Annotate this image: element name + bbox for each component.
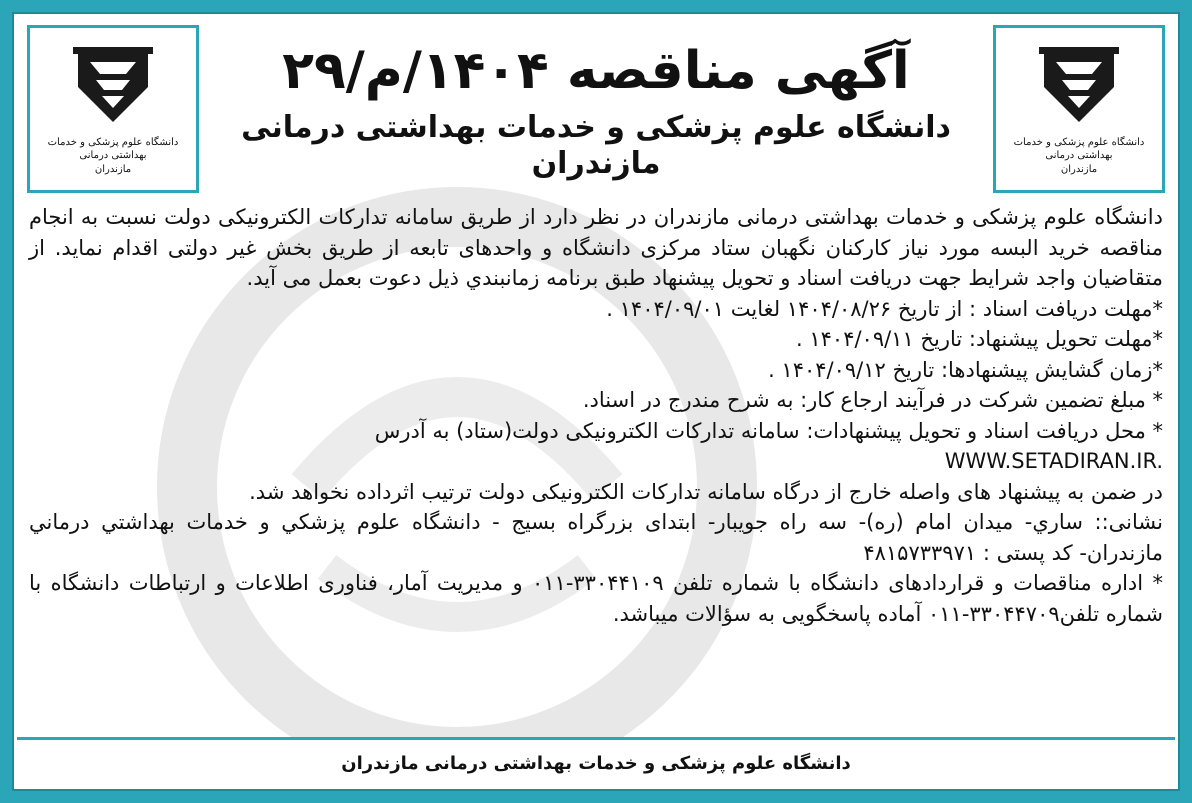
logo-caption-line1: دانشگاه علوم پزشکی و خدمات بهداشتی درمانی — [47, 136, 179, 162]
guarantee-item: * مبلغ تضمین شرکت در فرآیند ارجاع کار: به شرح مندرج در اسناد. — [582, 388, 1163, 412]
logo-caption — [996, 136, 1162, 177]
contact-paragraph: * اداره مناقصات و قراردادهای دانشگاه با شماره تلفن ۳۳۰۴۴۱۰۹-۰۱۱ و مدیریت آمار، فناوری اطلاعات و ارتباطات دانشگاه با شماره تلفن۳۳۰۴۴۷۰۹-۰۱۱ آماده پاسخگویی به سؤالات میباشد. — [29, 571, 1163, 626]
schedule-item-submission: *مهلت تحویل پیشنهاد: تاریخ ۱۴۰۴/۰۹/۱۱ . — [796, 327, 1163, 351]
note-paragraph: در ضمن به پیشنهاد های واصله خارج از درگاه سامانه تدارکات الکترونیکی دولت ترتیب اثرداده نخواهد شد. — [249, 479, 1163, 504]
address-paragraph: نشانی:: ساري- میدان امام (ره)- سه راه جویبار- ابتدای بزرگراه بسیج - دانشگاه علوم پزشكي و خدمات بهداشتي درماني مازندران- کد پستی : ۴۸۱۵۷۳۳۹۷۱ — [29, 510, 1163, 565]
footer-text: دانشگاه علوم پزشکی و خدمات بهداشتی درمانی مازندران — [341, 752, 851, 774]
announcement-header — [217, 43, 975, 182]
university-emblem-icon — [1034, 42, 1124, 132]
university-logo-right — [993, 25, 1165, 193]
footer-banner — [17, 737, 1175, 786]
page-title: آگهی مناقصه ۱۴۰۴/م/۲۹ — [282, 41, 910, 101]
logo-caption-line2: مازندران — [94, 163, 132, 175]
page-subtitle: دانشگاه علوم پزشکی و خدمات بهداشتی درمانی مازندران — [241, 110, 951, 182]
location-item: * محل دریافت اسناد و تحویل پیشنهادات: سامانه تدارکات الکترونیکی دولت(ستاد) به آدرس — [374, 418, 1163, 443]
university-logo-left — [27, 25, 199, 193]
schedule-item-opening: *زمان گشایش پیشنهادها: تاریخ ۱۴۰۴/۰۹/۱۲ . — [768, 357, 1163, 382]
logo-caption — [30, 136, 196, 177]
intro-paragraph: دانشگاه علوم پزشکی و خدمات بهداشتی درمانی مازندران در نظر دارد از طریق سامانه تدارکات الکترونیکی دولت نسبت به انجام مناقصه خرید البسه مورد نیاز کارکنان نگهبان ستاد مرکزی دانشگاه و واحدهای تابعه از طریق بخش غیر دولتی اقدام نماید. از متقاضیان واجد شرایط جهت دریافت اسناد و تحویل پیشنهاد طبق برنامه زمانبندي ذیل دعوت بعمل می آید. — [29, 205, 1163, 290]
website-link[interactable] — [29, 446, 1163, 477]
university-emblem-icon — [68, 42, 158, 132]
announcement-panel — [14, 14, 1178, 789]
logo-caption-line2: مازندران — [1060, 163, 1098, 175]
website-url[interactable]: WWW.SETADIRAN.IR. — [944, 449, 1163, 473]
logo-caption-line1: دانشگاه علوم پزشکی و خدمات بهداشتی درمانی — [1013, 136, 1145, 162]
schedule-item-documents: *مهلت دریافت اسناد : از تاریخ ۱۴۰۴/۰۸/۲۶ لغایت ۱۴۰۴/۰۹/۰۱ . — [606, 296, 1163, 321]
announcement-body — [29, 202, 1163, 629]
